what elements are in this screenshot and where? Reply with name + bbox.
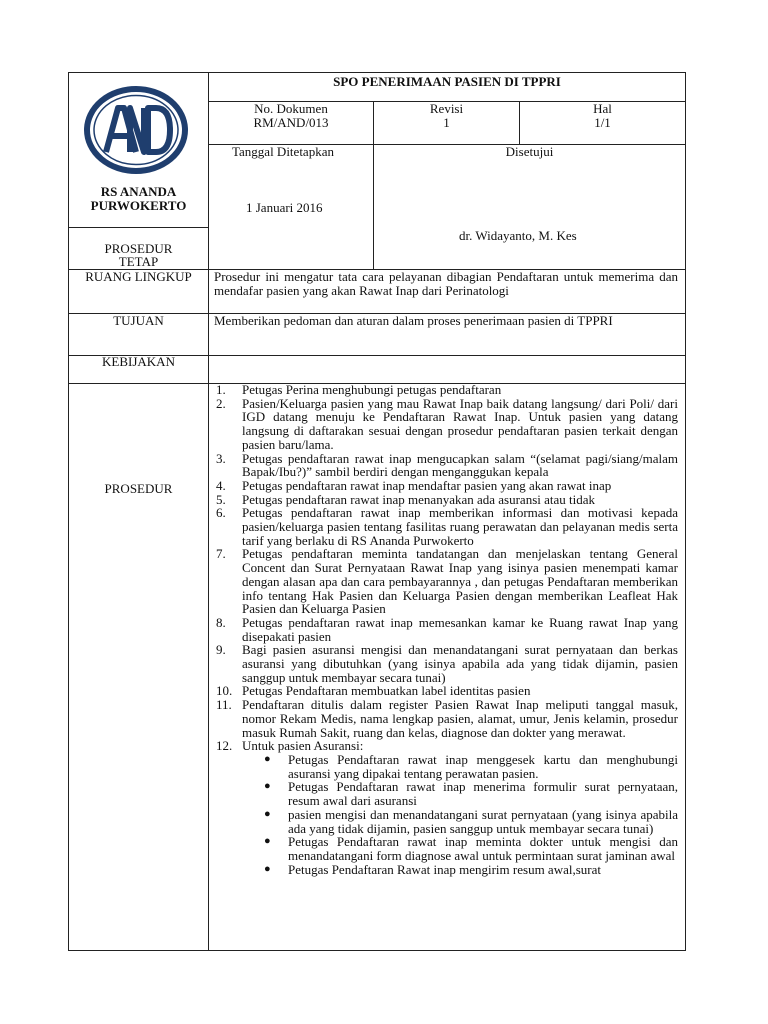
asuransi-item-text: Petugas Pendaftaran rawat inap menerima formulir surat pernyataan, resum awal dari asuransi: [288, 779, 678, 809]
hospital-name-line2: PURWOKERTO: [90, 198, 187, 213]
step-text: Petugas pendaftaran rawat inap memesankan kamar ke Ruang rawat Inap yang disepakati pasien: [242, 614, 678, 644]
step-item: [214, 479, 678, 493]
tujuan-label: TUJUAN: [113, 313, 164, 328]
step-text: Petugas pendaftaran rawat inap menanyakan ada asuransi atau tidak: [242, 491, 596, 507]
step-text: Petugas pendaftaran rawat inap memberikan informasi dan motivasi kepada pasien/keluarga pasien tentang fasilitas ruang perawatan dan pelayanan medis serta tarif yang berlaku di RS Ananda Purwokerto: [242, 505, 678, 548]
step-item: [214, 547, 678, 616]
asuransi-item-text: pasien mengisi dan menandatangani surat pernyataan (yang isinya apabila ada yang tidak dijamin, pasien sanggup untuk membayar secara tunai): [288, 806, 678, 836]
step-item: [214, 506, 678, 547]
disetujui-cell: [373, 144, 686, 270]
asuransi-item-text: Petugas Pendaftaran rawat inap menggesek kartu dan menghubungi asuransi yang dipakai tentang perawatan pasien.: [288, 751, 678, 781]
step-text: Bagi pasien asuransi mengisi dan menandatangani surat pernyataan dan berkas asuransi yang dibutuhkan (yang isinya apabila ada yang tidak dijamin, pasien sanggup untuk membayar secara tunai): [242, 642, 678, 685]
ruang-lingkup-text: Prosedur ini mengatur tata cara pelayanan dibagian Pendaftaran untuk memerima dan mendafar pasien yang akan Rawat Inap dari Perinatologi: [214, 269, 678, 298]
step-item: [214, 739, 678, 876]
procedure-steps: [214, 383, 678, 876]
tanggal-value: 1 Januari 2016: [246, 200, 323, 215]
hospital-logo: [84, 86, 188, 174]
bullet-icon: ●: [264, 752, 271, 765]
bullet-icon: ●: [264, 862, 271, 875]
step-text: Petugas pendaftaran meminta tandatangan dan menjelaskan tentang General Concent dan Surat Pernyataan Rawat Inap yang isinya pasien menempati kamar dengan alasan apa dan cara pembayarannya , dan petugas Pendaftaran memberikan info tentang Hak Pasien dan Keluarga Pasien dengan memberikan Leafleat Hak Pasien dan Keluarga Pasien: [242, 546, 678, 617]
asuransi-item: [242, 808, 678, 835]
bullet-icon: ●: [264, 780, 271, 793]
step-number: 1.: [216, 382, 226, 397]
step-number: 4.: [216, 477, 226, 493]
step-number: 2.: [216, 395, 226, 411]
doc-no-label: No. Dokumen: [254, 101, 328, 116]
hospital-name-line1: RS ANANDA: [100, 184, 177, 199]
step-number: 6.: [216, 505, 226, 521]
step-number: 7.: [216, 546, 226, 562]
spo-document: [68, 72, 686, 951]
prosedur-tetap-line2: TETAP: [118, 254, 159, 269]
step-text: Untuk pasien Asuransi:: [242, 738, 364, 754]
prosedur-label-cell: [68, 383, 209, 951]
doc-no-value: RM/AND/013: [253, 115, 329, 130]
step-text: Petugas pendaftaran rawat inap mengucapkan salam “(selamat pagi/siang/malam Bapak/Ibu?)” sambil berdiri dengan menganggukan kepala: [242, 450, 678, 480]
hal-value: 1/1: [594, 115, 611, 130]
approver-name: dr. Widayanto, M. Kes: [459, 228, 577, 243]
step-item: [214, 493, 678, 507]
step-text: Petugas Pendaftaran membuatkan label identitas pasien: [242, 683, 531, 699]
prosedur-tetap-line1: PROSEDUR: [104, 241, 173, 256]
asuransi-item-text: Petugas Pendaftaran rawat inap meminta dokter untuk mengisi dan menandatangani form diagnose awal untuk permintaan surat jaminan awal: [288, 834, 678, 863]
revisi-value: 1: [443, 115, 450, 130]
kebijakan-label: KEBIJAKAN: [102, 354, 175, 369]
step-text: Petugas pendaftaran rawat inap mendaftar pasien yang akan rawat inap: [242, 477, 612, 493]
step-number: 12.: [216, 738, 233, 754]
step-item: [214, 452, 678, 479]
disetujui-label: Disetujui: [505, 144, 554, 159]
asuransi-item: [242, 753, 678, 780]
step-item: [214, 616, 678, 643]
step-number: 5.: [216, 491, 226, 507]
step-number: 9.: [216, 642, 226, 658]
ruang-lingkup-label: RUANG LINGKUP: [85, 269, 192, 284]
asuransi-item: [242, 835, 678, 862]
step-text: Petugas Perina menghubungi petugas pendaftaran: [242, 382, 502, 397]
step-number: 10.: [216, 683, 233, 699]
step-number: 3.: [216, 450, 226, 466]
asuransi-sublist: [242, 753, 678, 876]
kebijakan-text-cell: [208, 355, 686, 384]
step-item: [214, 397, 678, 452]
step-item: [214, 643, 678, 684]
asuransi-item: [242, 863, 678, 877]
revisi-label: Revisi: [429, 101, 464, 116]
tujuan-text: Memberikan pedoman dan aturan dalam proses penerimaan pasien di TPPRI: [214, 313, 613, 328]
step-number: 8.: [216, 614, 226, 630]
step-item: [214, 698, 678, 739]
tanggal-label: Tanggal Ditetapkan: [232, 144, 334, 159]
hal-label: Hal: [593, 101, 612, 116]
asuransi-item: [242, 780, 678, 807]
document-title: SPO PENERIMAAN PASIEN DI TPPRI: [333, 74, 561, 89]
bullet-icon: ●: [264, 807, 271, 820]
step-item: [214, 383, 678, 397]
prosedur-label: PROSEDUR: [104, 481, 173, 496]
step-item: [214, 684, 678, 698]
step-text: Pasien/Keluarga pasien yang mau Rawat Inap baik datang langsung/ dari Poli/ dari IGD datang menuju ke Pendaftaran Rawat Inap. Untuk pasien yang datang langsung di daftarakan sesuai dengan prosedur pendaftaran pasien terkait dengan pasien baru/lama.: [242, 395, 678, 452]
step-text: Pendaftaran ditulis dalam register Pasien Rawat Inap meliputi tanggal masuk, nomor Rekam Medis, nama lengkap pasien, alamat, umur, Jenis kelamin, prosedur masuk Rumah Sakit, ruang dan kelas, diagnose dan dokter yang merawat.: [242, 697, 678, 740]
bullet-icon: ●: [264, 835, 271, 848]
asuransi-item-text: Petugas Pendaftaran Rawat inap mengirim resum awal,surat: [288, 861, 601, 877]
step-number: 11.: [216, 697, 232, 713]
